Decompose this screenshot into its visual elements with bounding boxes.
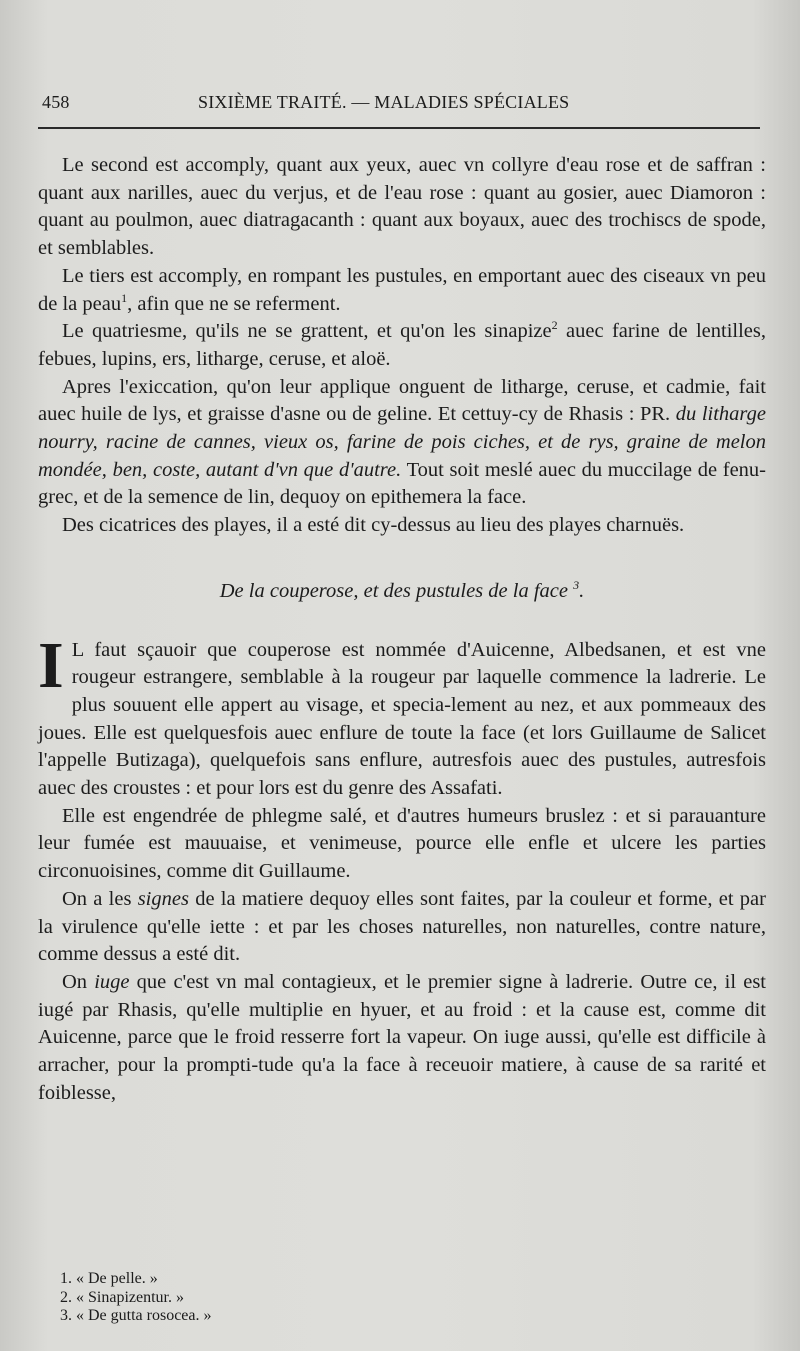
paragraph-9	[38, 969, 766, 1108]
paragraph-4-text: Apres l'exiccation, qu'on leur applique onguent de litharge, ceruse, et cadmie, fait auec huile de lys, et graisse d'asne ou de geline. Et cettuy-cy de Rhasis : PR.	[38, 375, 766, 426]
paragraph-3	[38, 318, 766, 373]
footnote-ref-2: 2	[551, 318, 558, 333]
paragraph-5: Des cicatrices des playes, il a esté dit cy-dessus au lieu des playes charnuës.	[62, 514, 685, 537]
footnote-3: 3. « De gutta rosocea. »	[60, 1307, 212, 1324]
paragraph-2	[38, 263, 766, 318]
paragraph-3-text: Le quatriesme, qu'ils ne se grattent, et qu'on les sinapize	[62, 320, 552, 343]
paragraph-4	[38, 374, 766, 513]
paragraph-8	[38, 886, 766, 969]
section-heading-end: .	[579, 579, 585, 602]
paragraph-2-text: Le tiers est accomply, en rompant les pustules, en emportant auec des ciseaux vn peu de la peau	[38, 264, 766, 315]
body-text	[38, 152, 766, 1108]
footnote-1: 1. « De pelle. »	[60, 1270, 158, 1287]
page-header	[38, 92, 760, 122]
paragraph-1: Le second est accomply, quant aux yeux, auec vn collyre d'eau rose et de saffran : quant aux narilles, auec du verjus, et de l'eau rose : quant au gosier, auec Diamoron : quant au poulmon, auec diatragacanth : quant aux boyaux, auec des trochiscs de spode, et semblables.	[38, 154, 766, 260]
signes-italic: signes	[137, 887, 189, 910]
paragraph-8-text-end: de la matiere dequoy elles sont faites, par la couleur et forme, et par la virulence qu'elle iette : et par les choses naturelles, non naturelles, contre nature, comme dessus a esté dit.	[38, 887, 766, 966]
footnote-ref-3: 3	[573, 578, 580, 593]
footnote-2: 2. « Sinapizentur. »	[60, 1288, 184, 1306]
header-rule	[38, 127, 760, 129]
paragraph-8-text: On a les	[62, 887, 138, 910]
footnote-ref-1: 1	[121, 290, 128, 305]
paragraph-7: Elle est engendrée de phlegme salé, et d'autres humeurs bruslez : et si parauanture leur fumée est mauuaise, et venimeuse, pource elle enfle et ulcere les parties circonuoisines, comme dit Guillaume.	[38, 804, 766, 883]
page-number: 458	[42, 92, 70, 112]
footnotes	[60, 1270, 212, 1326]
paragraph-3-text-end: auec farine de lentilles, febues, lupins, ers, litharge, ceruse, et aloë.	[38, 320, 766, 370]
section-heading-text: De la couperose, et des pustules de la face	[219, 579, 568, 602]
iuge-italic: iuge	[94, 970, 130, 993]
recipe-italic: du litharge nourry, racine de cannes, vieux os, farine de pois ciches, et de rys, graine de melon mondée, ben, coste, autant d'vn que d'autre.	[38, 403, 766, 481]
paragraph-9-text: On	[62, 970, 95, 993]
paragraph-6-text: L faut sçauoir que couperose est nommée d'Auicenne, Albedsanen, et est vne rougeur estrangere, semblable à la rougeur par laquelle commence la ladrerie. Le plus souuent elle appert au visage, et specia-lement au nez, et aux pommeaux des joues. Elle est quelquesfois auec enflure de toute la face (et lors Guillaume de Salicet l'appelle Butizaga), quelquefois sans enflure, autresfois auec des pustules, autresfois auec des croustes : et pour lors est du genre des Assafati.	[38, 638, 766, 800]
paragraph-6	[38, 628, 766, 803]
running-title: SIXIÈME TRAITÉ. — MALADIES SPÉCIALES	[198, 92, 570, 112]
paragraph-2-text-end: , afin que ne se referment.	[127, 292, 341, 315]
section-heading	[38, 578, 766, 606]
paragraph-9-text-end: que c'est vn mal contagieux, et le premier signe à ladrerie. Outre ce, il est iugé par Rhasis, qu'elle multiplie en hyuer, et au froid : et la cause est, comme dit Auicenne, parce que le froid resserre fort la vapeur. On iuge aussi, qu'elle est difficile à arracher, pour la prompti-tude qu'a la face à receuoir matiere, à cause de sa rarité et foiblesse,	[38, 970, 766, 1104]
drop-cap: I	[38, 628, 64, 702]
paragraph-4-text-end: Tout soit meslé auec du muccilage de fenu-grec, et de la semence de lin, dequoy on epithemera la face.	[38, 458, 767, 509]
